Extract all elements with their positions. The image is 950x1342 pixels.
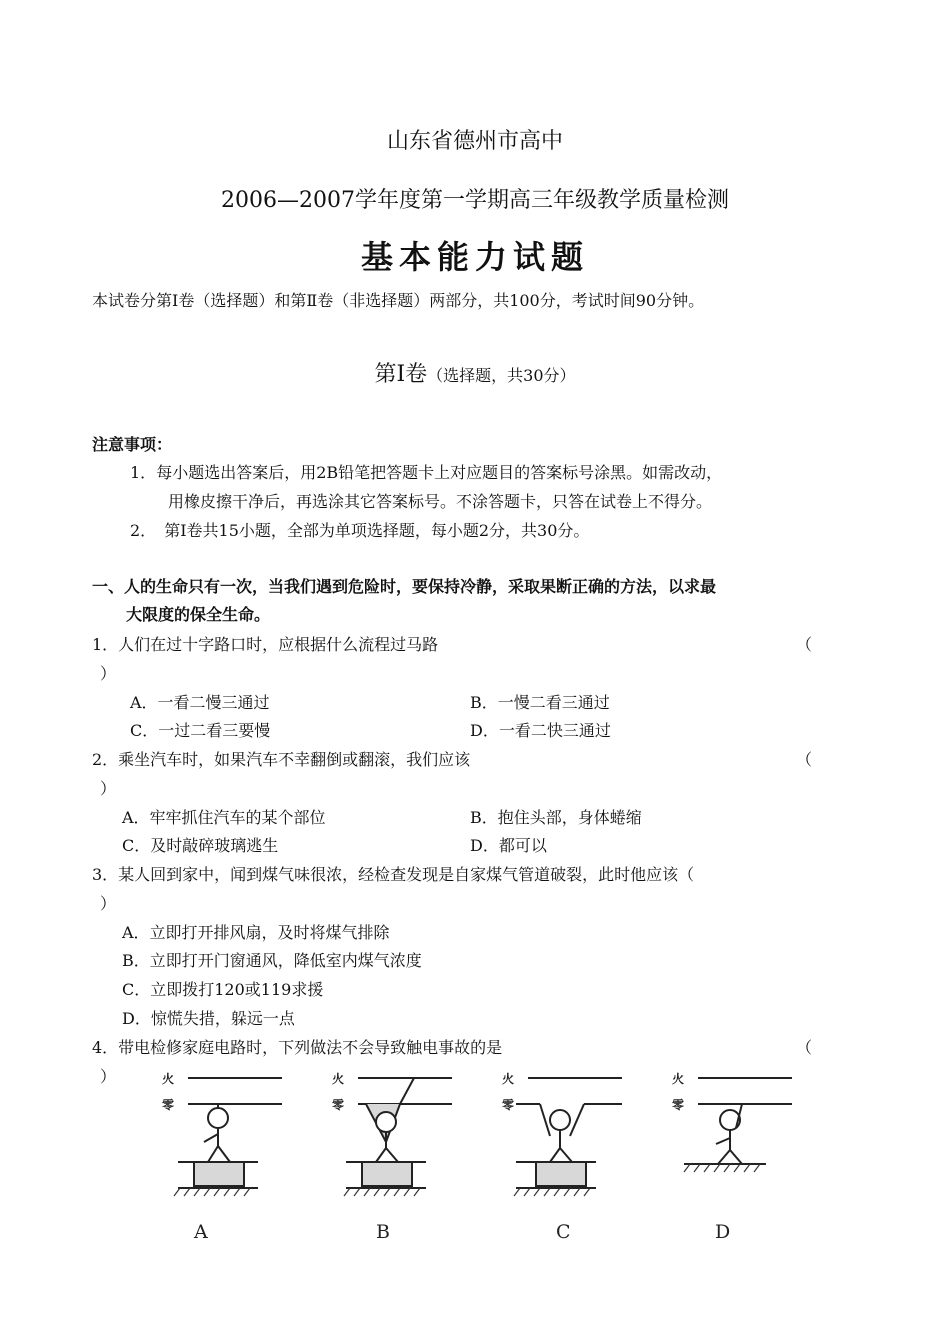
answer-paren-close: ） [100, 779, 117, 798]
wire-label-zero: 零 [162, 1098, 175, 1112]
notice-num: 1． [130, 463, 157, 482]
answer-paren-open: （ [796, 635, 813, 654]
answer-paren-open: （ [796, 750, 813, 769]
question-3-stem: 3．某人回到家中，闻到煤气味很浓，经检查发现是自家煤气管道破裂，此时他应该（ [92, 865, 695, 884]
section-heading: 一、人的生命只有一次，当我们遇到危险时，要保持冷静，采取果断正确的方法，以求最 [92, 577, 717, 596]
answer-paren-close: ） [100, 1067, 117, 1086]
q1-option-b: B．一慢二看三通过 [470, 693, 610, 712]
volume-main: 第Ⅰ卷 [374, 362, 428, 387]
panel-d [684, 1078, 792, 1164]
q2-option-d: D．都可以 [470, 836, 547, 855]
panel-label-a: A [194, 1221, 208, 1243]
notice-item-2 [130, 518, 589, 541]
ground-hatch-a [174, 1188, 250, 1196]
wire-label-fire: 火 [162, 1072, 175, 1086]
notice-num: 2． [130, 521, 157, 540]
wire-label-zero: 零 [672, 1098, 685, 1112]
ground-hatch-c [514, 1188, 590, 1196]
exam-term-title: 2006—2007学年度第一学期高三年级教学质量检测 [221, 188, 729, 213]
answer-paren-close: ） [100, 664, 117, 683]
notice-text: 每小题选出答案后，用2B铅笔把答题卡上对应题目的答案标号涂黑。如需改动， [156, 463, 723, 482]
q1-option-d: D．一看二快三通过 [470, 721, 611, 740]
q3-option-c: C．立即拨打120或119求援 [122, 980, 324, 999]
notice-heading: 注意事项： [92, 435, 173, 454]
answer-paren-close: ） [100, 894, 117, 913]
notice-item-1-cont: 用橡皮擦干净后，再选涂其它答案标号。不涂答题卡，只答在试卷上不得分。 [168, 492, 713, 511]
q3-option-a: A．立即打开排风扇，及时将煤气排除 [122, 923, 390, 942]
q3-option-d: D．惊慌失措，躲远一点 [122, 1009, 295, 1028]
wire-label-fire: 火 [672, 1072, 685, 1086]
panel-label-d: D [715, 1221, 731, 1243]
answer-paren-open: （ [796, 1038, 813, 1057]
exam-title: 基本能力试题 [360, 238, 589, 276]
q2-option-b: B．抱住头部，身体蜷缩 [470, 808, 642, 827]
notice-text: 第Ⅰ卷共15小题，全部为单项选择题，每小题2分，共30分。 [164, 521, 590, 540]
panel-label-b: B [376, 1221, 390, 1243]
ground-hatch-d [684, 1164, 760, 1172]
ground-hatch-b [344, 1188, 420, 1196]
question-4-stem: 4．带电检修家庭电路时，下列做法不会导致触电事故的是 [92, 1038, 503, 1057]
panel-c [516, 1078, 622, 1188]
panel-b [346, 1078, 452, 1188]
wire-label-zero: 零 [332, 1098, 345, 1112]
panel-a [178, 1078, 282, 1188]
school-title: 山东省德州市高中 [386, 129, 563, 154]
q2-option-a: A．牢牢抓住汽车的某个部位 [122, 808, 326, 827]
panel-label-c: C [556, 1221, 571, 1243]
q1-option-a: A．一看二慢三通过 [130, 693, 270, 712]
wire-label-fire: 火 [502, 1072, 515, 1086]
circuit-figure [160, 1066, 800, 1246]
question-1-stem: 1．人们在过十字路口时，应根据什么流程过马路 [92, 635, 439, 654]
volume-sub: （选择题，共30分） [427, 366, 576, 385]
q1-option-c: C．一过二看三要慢 [130, 721, 271, 740]
q2-option-c: C．及时敲碎玻璃逃生 [122, 836, 279, 855]
question-2-stem: 2．乘坐汽车时，如果汽车不幸翻倒或翻滚，我们应该 [92, 750, 471, 769]
q3-option-b: B．立即打开门窗通风，降低室内煤气浓度 [122, 951, 422, 970]
wire-label-zero: 零 [502, 1098, 515, 1112]
notice-item-1 [130, 460, 722, 483]
section-heading-cont: 大限度的保全生命。 [126, 605, 271, 624]
wire-label-fire: 火 [332, 1072, 345, 1086]
volume-heading [0, 357, 950, 388]
exam-intro: 本试卷分第Ⅰ卷（选择题）和第Ⅱ卷（非选择题）两部分，共100分，考试时间90分钟。 [92, 291, 705, 310]
